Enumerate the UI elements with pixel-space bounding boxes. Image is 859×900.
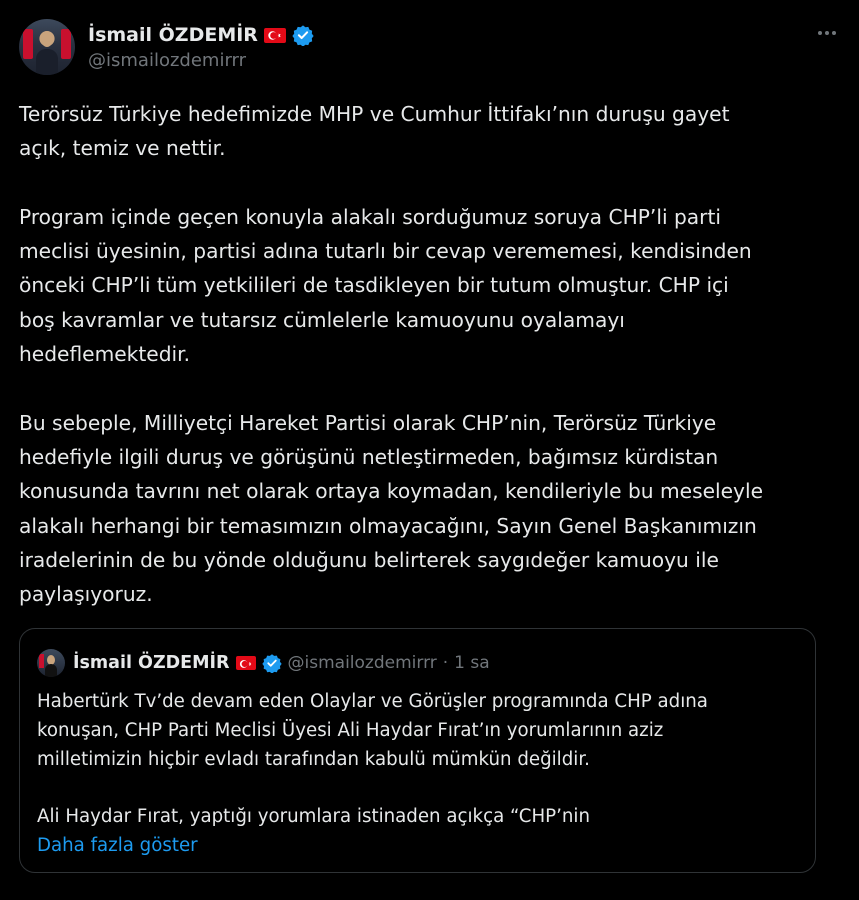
tweet-line: konusunda tavrını net olarak ortaya koymadan, kendileriyle bu meseleyle xyxy=(19,479,764,504)
show-more-link[interactable]: Daha fazla göster xyxy=(37,834,198,856)
more-dot xyxy=(818,31,822,35)
tweet-line: iradelerinin de bu yönde olduğunu belirterek saygıdeğer kamuoyu ile xyxy=(19,547,719,572)
quoted-line: Ali Haydar Fırat, yaptığı yorumlara istinaden açıkça “CHP’nin xyxy=(37,806,591,828)
more-options-icon[interactable] xyxy=(815,23,839,43)
author-name-row xyxy=(88,22,314,48)
tweet-line: boş kavramlar ve tutarsız cümlelerle kamuoyunu oyalamayı xyxy=(19,307,625,332)
avatar-flag-left xyxy=(23,29,33,59)
separator-dot: · xyxy=(442,653,449,673)
avatar-figure xyxy=(36,49,58,75)
more-dot xyxy=(825,31,829,35)
tweet-line: hedefiyle ilgili duruş ve görüşünü netleştirmeden, bağımsız kürdistan xyxy=(19,444,719,469)
tweet-line: meclisi üyesinin, partisi adına tutarlı bir cevap verememesi, kendisinden xyxy=(19,239,752,264)
verified-badge-icon[interactable] xyxy=(292,24,314,46)
verified-badge-icon xyxy=(262,653,282,673)
tweet-line: Program içinde geçen konuyla alakalı sorduğumuz soruya CHP’li parti xyxy=(19,204,721,229)
author-handle[interactable]: @ismailozdemirrr xyxy=(88,50,247,71)
quoted-line: milletimizin hiçbir evladı tarafından kabulü mümkün değildir. xyxy=(37,748,590,770)
avatar-head xyxy=(41,31,53,47)
quoted-line: konuşan, CHP Parti Meclisi Üyesi Ali Haydar Fırat’ın yorumlarının aziz xyxy=(37,719,664,741)
quoted-tweet-header xyxy=(37,650,490,676)
more-dot xyxy=(832,31,836,35)
author-name[interactable]: İsmail ÖZDEMİR xyxy=(88,24,258,46)
quoted-line: Habertürk Tv’de devam eden Olaylar ve Görüşler programında CHP adına xyxy=(37,691,708,712)
tweet-text xyxy=(19,97,839,611)
quoted-avatar-flag xyxy=(39,654,44,668)
tweet-line: Bu sebeple, Milliyetçi Hareket Partisi olarak CHP’nin, Terörsüz Türkiye xyxy=(19,410,717,435)
paragraph-gap xyxy=(19,166,839,200)
turkey-flag-icon xyxy=(264,28,286,43)
quoted-avatar-figure xyxy=(45,664,57,677)
tweet-line: açık, temiz ve nettir. xyxy=(19,136,226,161)
paragraph-gap xyxy=(37,774,807,803)
paragraph-gap xyxy=(19,371,839,405)
tweet-line: paylaşıyoruz. xyxy=(19,582,153,607)
avatar[interactable] xyxy=(19,19,75,75)
turkey-flag-icon xyxy=(236,656,256,670)
tweet-header xyxy=(19,19,839,79)
quoted-tweet-text xyxy=(37,688,807,861)
quoted-author-handle[interactable]: @ismailozdemirrr xyxy=(287,653,437,673)
avatar-flag-right xyxy=(61,29,71,59)
tweet-line: Terörsüz Türkiye hedefimizde MHP ve Cumhur İttifakı’nın duruşu gayet xyxy=(19,102,730,126)
tweet-line: hedeflemektedir. xyxy=(19,342,190,367)
quoted-avatar[interactable] xyxy=(37,649,65,677)
quoted-timestamp[interactable]: 1 sa xyxy=(454,653,490,673)
tweet-line: alakalı herhangi bir temasımızın olmayacağını, Sayın Genel Başkanımızın xyxy=(19,513,757,538)
quoted-author-name[interactable]: İsmail ÖZDEMİR xyxy=(73,653,230,673)
quoted-tweet[interactable] xyxy=(19,628,816,873)
tweet-line: önceki CHP’li tüm yetkilileri de tasdikleyen bir tutum olmuştur. CHP içi xyxy=(19,273,729,298)
